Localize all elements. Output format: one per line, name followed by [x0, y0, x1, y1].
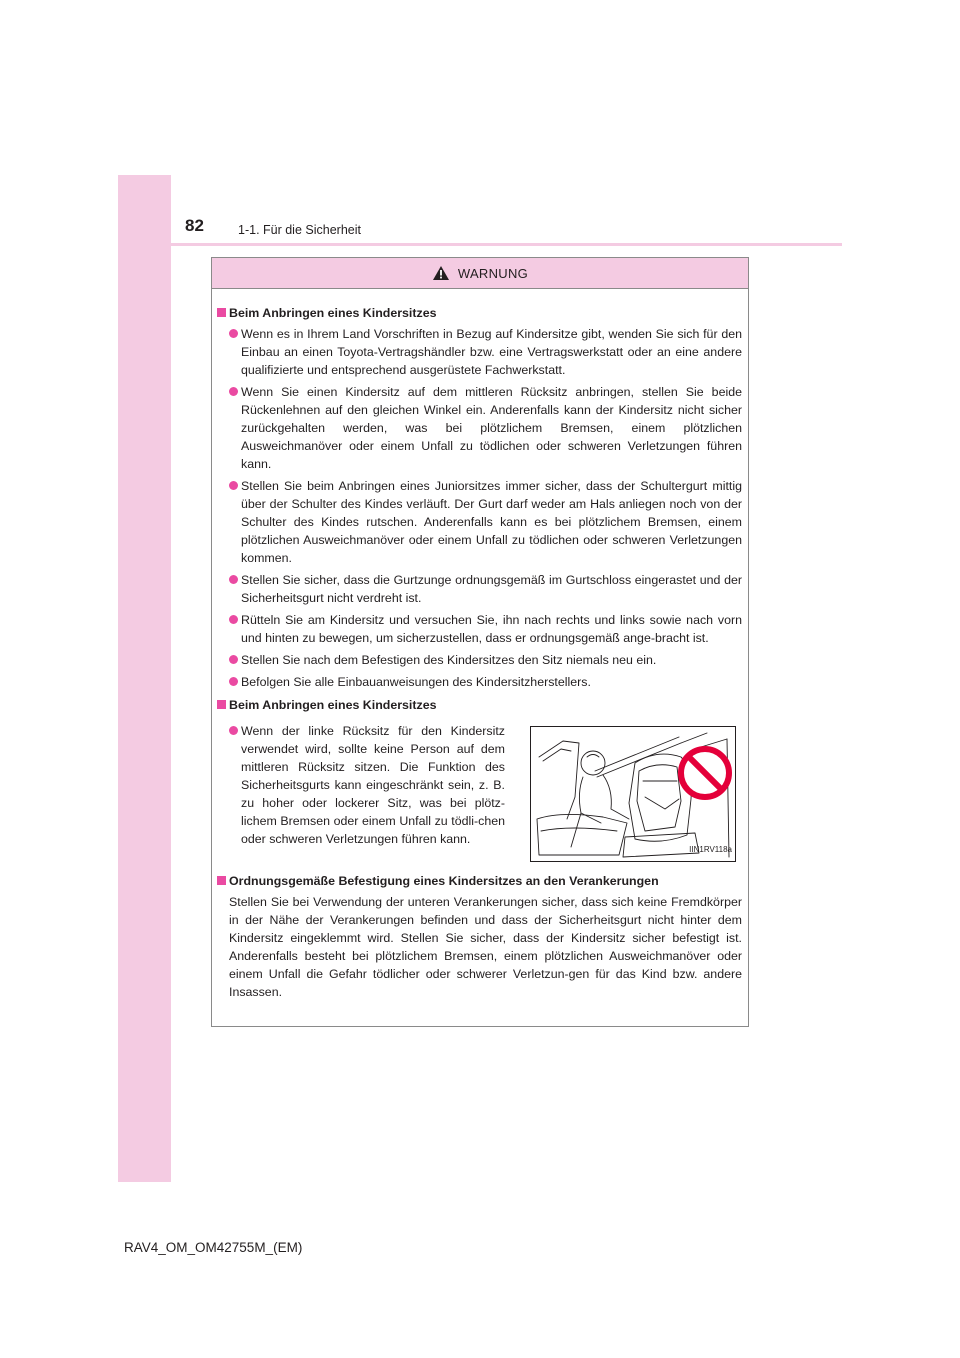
paragraph: Stellen Sie bei Verwendung der unteren Verankerungen sicher, dass sich keine Fremdkörper in der Nähe der Verankerungen befinden und dass der Sicherheitsgurt nicht hinter dem Kindersitz eingeklemmt wird. Stellen Sie sicher, dass der Kindersitz sicher befestigt ist. Anderenfalls besteht bei plötzlichem Bremsen, einem plötzlichen Ausweichmanöver oder einem Unfall die Gefahr tödlicher oder schwerer Verletzun-gen für das Kind bzw. andere Insassen. [229, 895, 742, 999]
warning-box [211, 257, 749, 1027]
section-title: 1-1. Für die Sicherheit [238, 223, 361, 237]
bullet-dot-icon [229, 575, 238, 584]
bullet-dot-icon [229, 615, 238, 624]
list-item: Wenn Sie einen Kindersitz auf dem mittleren Rücksitz anbringen, stellen Sie beide Rückenlehnen auf den gleichen Winkel ein. Anderenfalls kann der Kindersitz nicht sicher zurückgehalten werden, was bei plötzlichem Bremsen, einem plötzlichen Ausweichmanöver oder einem Unfall zu tödlichen oder schweren Verletzungen führen kann. [217, 383, 742, 473]
prohibition-sign-icon [681, 749, 729, 797]
bullet-dot-icon [229, 677, 238, 686]
footer-doc-code: RAV4_OM_OM42755M_(EM) [124, 1240, 303, 1255]
list-item: Stellen Sie nach dem Befestigen des Kindersitzes den Sitz niemals neu ein. [217, 651, 742, 669]
section-heading: Beim Anbringen eines Kindersitzes [217, 304, 742, 322]
header-rule [118, 243, 842, 246]
bullet-dot-icon [229, 655, 238, 664]
figure-code: IIN1RV118a [689, 845, 732, 854]
list-item: Wenn es in Ihrem Land Vorschriften in Bezug auf Kindersitze gibt, wenden Sie sich für den Einbau an einen Toyota-Vertragshändler bzw. eine Vertragswerkstatt oder an eine andere qualifizierte und entsprechend ausgerüstete Fachwerkstatt. [217, 325, 742, 379]
bullet-dot-icon [229, 481, 238, 490]
warning-content [217, 304, 742, 1001]
list-item: Wenn der linke Rücksitz für den Kindersitz verwendet wird, sollte keine Person auf dem mittleren Rücksitz sitzen. Die Funktion des Sicherheitsgurts kann eingeschränkt sein, z. B. zu hoher oder lockerer Sitz, was bei plötz-lichem Bremsen oder einem Unfall zu tödli-chen oder schweren Verletzungen führen kann. [217, 722, 505, 848]
list-item: Befolgen Sie alle Einbauanweisungen des Kindersitzherstellers. [217, 673, 742, 691]
section-heading: Beim Anbringen eines Kindersitzes [217, 696, 742, 714]
side-margin-strip [118, 175, 171, 1182]
page-number: 82 [185, 216, 204, 235]
list-item: Rütteln Sie am Kindersitz und versuchen Sie, ihn nach rechts und links sowie nach vorn und hinten zu bewegen, um sicherzustellen, dass er ordnungsgemäß ange-bracht ist. [217, 611, 742, 647]
child-seat-illustration [530, 726, 736, 862]
warning-triangle-icon [432, 265, 450, 281]
bullet-dot-icon [229, 726, 238, 735]
warning-header [212, 258, 748, 289]
section-heading: Ordnungsgemäße Befestigung eines Kindersitzes an den Verankerungen [217, 872, 742, 890]
list-item: Stellen Sie sicher, dass die Gurtzunge ordnungsgemäß im Gurtschloss eingerastet und der Sicherheitsgurt nicht verdreht ist. [217, 571, 742, 607]
bullet-dot-icon [229, 329, 238, 338]
list-item: Stellen Sie beim Anbringen eines Juniorsitzes immer sicher, dass der Schultergurt mittig über der Schulter des Kindes verläuft. Der Gurt darf weder am Hals anliegen noch von der Schulter des Kindes rutschen. Anderenfalls kann es bei plötzlichem Bremsen, einem plötzlichen Ausweichmanöver oder einem Unfall zu tödlichen oder schweren Verletzungen kommen. [217, 477, 742, 567]
figure-row [217, 722, 742, 872]
bullet-dot-icon [229, 387, 238, 396]
warning-label: WARNUNG [457, 265, 529, 281]
